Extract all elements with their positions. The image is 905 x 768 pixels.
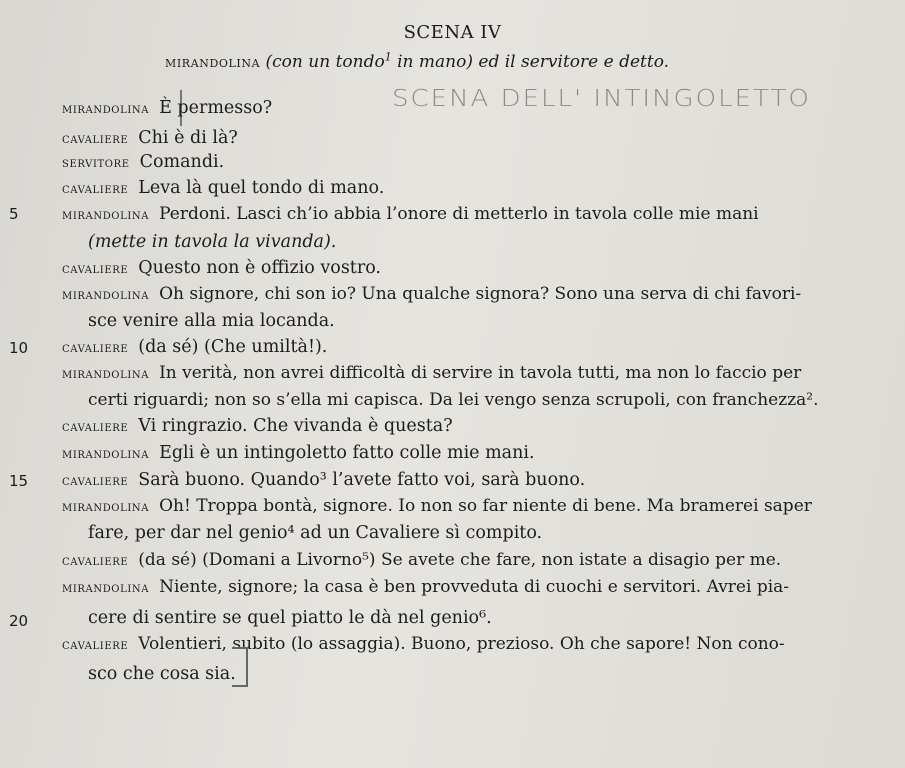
speaker-name: mirandolina xyxy=(62,446,150,462)
speaker-name: cavaliere xyxy=(62,181,129,197)
dialogue-line xyxy=(88,523,542,543)
line-text: Oh signore, chi son io? Una qualche signora? Sono una serva di chi favori- xyxy=(159,284,802,304)
dialogue-line xyxy=(62,634,785,654)
line-text: Comandi. xyxy=(139,152,225,172)
dialogue-line xyxy=(88,608,492,628)
dialogue-line xyxy=(62,550,781,570)
dialogue-line xyxy=(62,470,585,490)
line-text: In verità, non avrei difficoltà di servire in tavola tutti, ma non lo faccio per xyxy=(159,363,802,383)
speaker-name: mirandolina xyxy=(62,101,150,117)
line-text: Egli è un intingoletto fatto colle mie mani. xyxy=(159,443,535,463)
stage-direction xyxy=(165,52,669,72)
speaker-name: mirandolina xyxy=(62,580,150,596)
line-text: sco che cosa sia. xyxy=(88,664,236,684)
dialogue-line xyxy=(88,390,819,410)
speaker-name: cavaliere xyxy=(62,637,129,653)
speaker-name: cavaliere xyxy=(62,419,129,435)
dialogue-line xyxy=(62,284,801,304)
pen-bracket-mark xyxy=(232,647,248,687)
line-text: È permesso? xyxy=(159,98,273,118)
scene-title: SCENA IV xyxy=(403,22,502,43)
speaker-name: mirandolina xyxy=(62,499,150,515)
line-text: Perdoni. Lasci ch’io abbia l’onore di metterlo in tavola colle mie mani xyxy=(159,204,759,224)
dialogue-line xyxy=(88,664,236,684)
line-text: Oh! Troppa bontà, signore. Io non so far niente di bene. Ma bramerei saper xyxy=(159,496,812,516)
speaker-name: cavaliere xyxy=(62,131,129,147)
stage-direction-text-b: in mano) xyxy=(391,52,473,72)
line-number: 15 xyxy=(9,472,29,490)
line-text: Volentieri, subito (lo assaggia). Buono, prezioso. Oh che sapore! Non cono- xyxy=(138,634,785,654)
dialogue-line xyxy=(88,232,336,252)
line-text: Niente, signore; la casa è ben provveduta di cuochi e servitori. Avrei pia- xyxy=(159,577,790,597)
speaker-name: mirandolina xyxy=(62,287,150,303)
dialogue-line xyxy=(62,178,384,198)
dialogue-line xyxy=(62,443,535,463)
line-text: Chi è di là? xyxy=(138,128,238,148)
line-text: (da sé) (Che umiltà!). xyxy=(138,337,328,357)
line-text: Leva là quel tondo di mano. xyxy=(138,178,385,198)
line-text: Questo non è offizio vostro. xyxy=(138,258,381,278)
line-text: Sarà buono. Quando³ l’avete fatto voi, sarà buono. xyxy=(138,470,586,490)
speaker-name: mirandolina xyxy=(62,207,150,223)
line-text: (mette in tavola la vivanda). xyxy=(88,232,337,252)
dialogue-line xyxy=(62,416,453,436)
speaker-name: cavaliere xyxy=(62,553,129,569)
handwritten-note: SCENA DELL' INTINGOLETTO xyxy=(392,85,811,113)
speaker-name: servitore xyxy=(62,155,130,171)
dialogue-line xyxy=(88,311,335,331)
stage-direction-text-a: (con un tondo xyxy=(265,52,385,72)
line-text: certi riguardi; non so s’ella mi capisca. Da lei vengo senza scrupoli, con franchezza². xyxy=(88,390,819,410)
dialogue-line xyxy=(62,204,759,224)
stage-direction-speaker: mirandolina xyxy=(165,53,261,71)
dialogue-line xyxy=(62,496,812,516)
stage-direction-italic xyxy=(266,52,473,72)
line-text: (da sé) (Domani a Livorno⁵) Se avete che fare, non istate a disagio per me. xyxy=(138,550,782,570)
speaker-name: cavaliere xyxy=(62,473,129,489)
line-text: Vi ringrazio. Che vivanda è questa? xyxy=(138,416,453,436)
speaker-name: cavaliere xyxy=(62,340,129,356)
dialogue-line xyxy=(62,152,224,172)
line-number: 5 xyxy=(9,205,19,223)
line-text: fare, per dar nel genio⁴ ad un Cavaliere sì compito. xyxy=(88,523,543,543)
dialogue-line xyxy=(62,98,272,118)
speaker-name: cavaliere xyxy=(62,261,129,277)
speaker-name: mirandolina xyxy=(62,366,150,382)
stage-direction-tail: ed il servitore e detto. xyxy=(472,52,670,72)
dialogue-line xyxy=(62,363,801,383)
dialogue-line xyxy=(62,337,327,357)
dialogue-line xyxy=(62,128,238,148)
line-number: 10 xyxy=(9,339,29,357)
line-text: sce venire alla mia locanda. xyxy=(88,311,335,331)
footnote-ref: 1 xyxy=(384,50,392,64)
line-number: 20 xyxy=(9,612,29,630)
dialogue-line xyxy=(62,577,789,597)
dialogue-line xyxy=(62,258,381,278)
line-text: cere di sentire se quel piatto le dà nel genio⁶. xyxy=(88,608,492,628)
